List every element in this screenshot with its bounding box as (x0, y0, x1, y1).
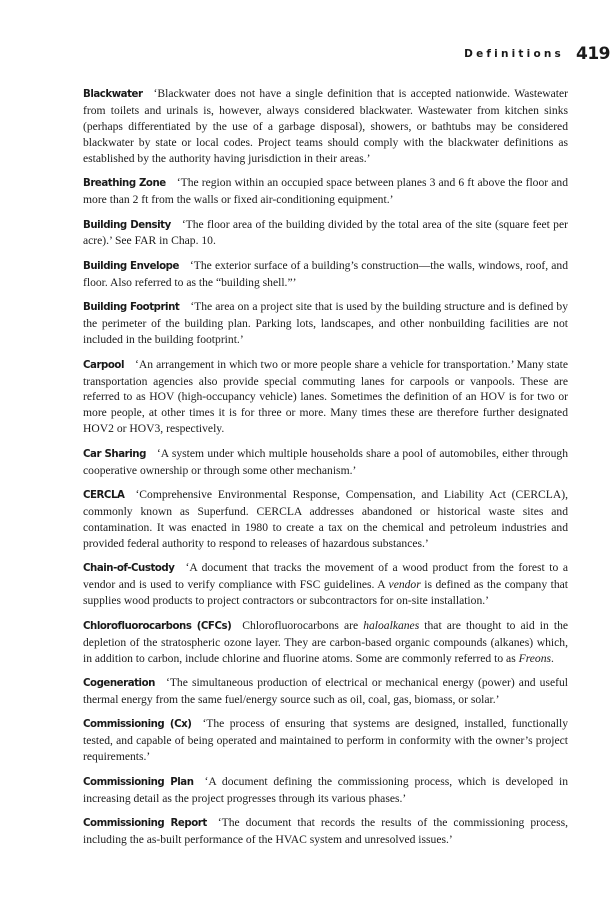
definition-entry-cogeneration (83, 675, 568, 708)
definition-text: ‘The simultaneous production of electrical or mechanical energy (power) and useful thermal energy from the same fuel/energy source such as oil, coal, gas, biomass, or solar.’ (83, 676, 568, 706)
definitions-list (83, 86, 568, 857)
definition-entry-chlorofluorocarbons (83, 618, 568, 667)
definition-term: Building Footprint (83, 302, 180, 314)
definition-text: ‘A document defining the commissioning process, which is developed in increasing detail as the project progresses through its various phases.’ (83, 774, 568, 805)
definition-text: that are thought to aid in the depletion of the stratospheric ozone layer. They are carbon-based organic compounds (alkanes) which, in addition to carbon, include chlorine and fluorine atoms. Some are commonly referred to as (83, 618, 569, 665)
page-header (0, 44, 614, 68)
definition-emphasis: Freons (518, 651, 552, 665)
definition-entry-building-footprint (83, 299, 568, 348)
definition-term: Car Sharing (83, 448, 146, 460)
definition-text: ‘Comprehensive Environmental Response, Compensation, and Liability Act (CERCLA), commonly known as Superfund. CERCLA addresses abandoned or historical waste sites and contamination. It was enacted in 1980 to create a tax on the chemical and petroleum industries and provided federal authority to respond to releases of hazardous substances.’ (83, 488, 568, 550)
definition-term: Chlorofluorocarbons (CFCs) (83, 620, 232, 632)
definition-entry-commissioning-report (83, 815, 568, 848)
definition-entry-chain-of-custody (83, 560, 568, 609)
definition-text: is defined as the company that supplies wood products to project contractors or subcontractors for on-site installation.’ (83, 578, 569, 608)
definition-entry-building-envelope (83, 258, 568, 291)
definition-entry-breathing-zone (83, 175, 568, 208)
definition-term: CERCLA (83, 490, 125, 502)
definition-term: Commissioning Report (83, 818, 207, 830)
definition-emphasis: vendor (388, 578, 421, 592)
definition-entry-cercla (83, 487, 568, 552)
definition-text: Chlorofluorocarbons are (242, 618, 364, 632)
definition-text: ‘A document that tracks the movement of a wood product from the forest to a vendor and is used to verify compliance with FSC guidelines. A (83, 561, 568, 592)
definition-text: ‘The process of ensuring that systems are designed, installed, functionally tested, and capable of being operated and maintained to perform in conformity with the owner’s project requirements.’ (83, 717, 568, 764)
definition-entry-blackwater (83, 86, 568, 167)
definition-text: . (551, 651, 554, 665)
definition-term: Carpool (83, 359, 125, 371)
definition-term: Building Envelope (83, 260, 179, 272)
definition-entry-carpool (83, 357, 568, 438)
definition-term: Commissioning Plan (83, 776, 194, 788)
definition-term: Commissioning (Cx) (83, 719, 192, 731)
definition-term: Cogeneration (83, 678, 155, 690)
running-head: Definitions (464, 48, 564, 60)
definition-text: ‘The floor area of the building divided by the total area of the site (square feet per acre).’ See FAR in Chap. 10. (83, 217, 568, 248)
definition-entry-commissioning-plan (83, 774, 568, 807)
definition-text: ‘The document that records the results of the commissioning process, including the as-built performance of the HVAC system and unresolved issues.’ (83, 816, 568, 847)
definition-entry-building-density (83, 217, 568, 250)
definition-term: Building Density (83, 219, 171, 231)
definition-entry-car-sharing (83, 446, 568, 479)
definition-text: ‘An arrangement in which two or more people share a vehicle for transportation.’ Many state transportation agencies also provide special commuting lanes for carpools or vanpools. These are referred to as HOV (high-occupancy vehicle) lanes. Sometimes the definition of an HOV is for two or more people, at other times it is for three or more. Many times these are therefore further designated HOV2 or HOV3, respectively. (83, 357, 568, 436)
definition-term: Chain-of-Custody (83, 563, 175, 575)
definition-term: Blackwater (83, 89, 143, 100)
definition-term: Breathing Zone (83, 178, 166, 190)
definition-entry-commissioning (83, 716, 568, 765)
definition-emphasis: haloalkanes (363, 618, 420, 632)
definition-text: ‘The region within an occupied space between planes 3 and 6 ft above the floor and more than 2 ft from the walls or fixed air-conditioning equipment.’ (83, 176, 568, 207)
page-number: 419 (576, 44, 610, 64)
definition-text: ‘The exterior surface of a building’s construction—the walls, windows, roof, and floor. Also referred to as the “building shell.”’ (83, 258, 568, 289)
definition-text: ‘A system under which multiple households share a pool of automobiles, either through cooperative ownership or through some other mechanism.’ (83, 446, 568, 477)
definition-text: ‘Blackwater does not have a single definition that is accepted nationwide. Wastewater from toilets and urinals is, however, always considered blackwater. Wastewater from kitchen sinks (perhaps differentiated by the use of a garbage disposal), showers, or bathtubs may be considered blackwater by state or local codes. Project teams should comply with the blackwater definitions as established by the authority having jurisdiction in their areas.’ (83, 87, 568, 165)
definition-text: ‘The area on a project site that is used by the building structure and is defined by the perimeter of the building plan. Parking lots, landscapes, and other nonbuilding facilities are not included in the building footprint.’ (83, 300, 568, 347)
